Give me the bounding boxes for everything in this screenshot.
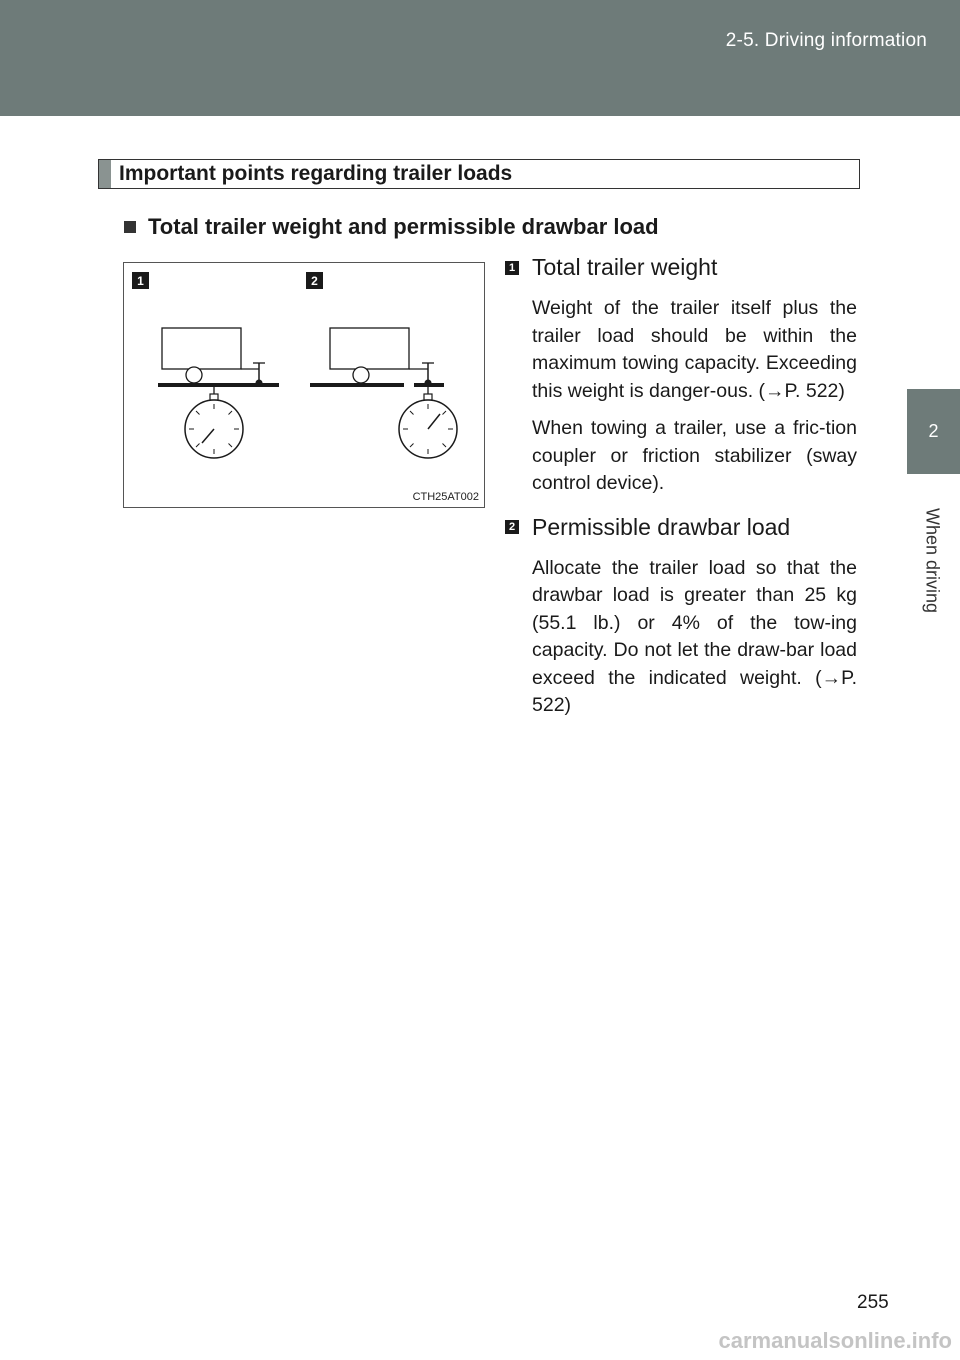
watermark: carmanualsonline.info xyxy=(718,1328,952,1353)
item-heading-text: Total trailer weight xyxy=(532,254,718,280)
chapter-tab[interactable] xyxy=(907,389,960,474)
item-paragraph: When towing a trailer, use a fric-tion coupler or friction stabilizer (sway control device). xyxy=(532,417,857,494)
section-title: Important points regarding trailer loads xyxy=(119,162,513,185)
subheading xyxy=(124,214,659,240)
item-heading xyxy=(505,514,857,541)
trailer-weight-figure xyxy=(123,262,485,508)
square-bullet-icon xyxy=(124,221,136,233)
item-heading xyxy=(505,254,857,281)
scale-2 xyxy=(399,387,457,458)
item-list xyxy=(505,254,857,720)
trailer-1 xyxy=(158,328,279,387)
page-number: 255 xyxy=(857,1292,889,1313)
chapter-breadcrumb: 2-5. Driving information xyxy=(725,30,927,51)
subheading-text: Total trailer weight and permissible drawbar load xyxy=(148,214,659,239)
item-paragraph: Allocate the trailer load so that the drawbar load is greater than 25 kg (55.1 lb.) or 4% of the tow-ing capacity. Do not let the draw-bar load exceed the indicated weight. (→P. 522) xyxy=(532,556,857,716)
chapter-tab-label: When driving xyxy=(922,508,943,614)
item-badge: 1 xyxy=(505,261,519,275)
section-header xyxy=(98,159,860,189)
item-permissible-drawbar-load xyxy=(505,514,857,720)
item-paragraph: Weight of the trailer itself plus the trailer load should be within the maximum towing capacity. Exceeding this weight is danger-ous. (→P. 522) xyxy=(532,297,857,402)
figure-badge-2-label: 2 xyxy=(311,274,318,288)
header-band xyxy=(0,0,960,116)
item-badge: 2 xyxy=(505,520,519,534)
side-strip xyxy=(907,116,960,1360)
figure-code: CTH25AT002 xyxy=(412,491,479,503)
trailer-illustration xyxy=(124,263,484,507)
trailer-2 xyxy=(310,328,444,387)
item-total-trailer-weight xyxy=(505,254,857,498)
section-header-bar xyxy=(99,160,111,188)
figure-badge-1-label: 1 xyxy=(137,274,144,288)
item-heading-text: Permissible drawbar load xyxy=(532,513,791,540)
chapter-tab-number: 2 xyxy=(928,421,939,441)
scale-1 xyxy=(185,387,243,458)
